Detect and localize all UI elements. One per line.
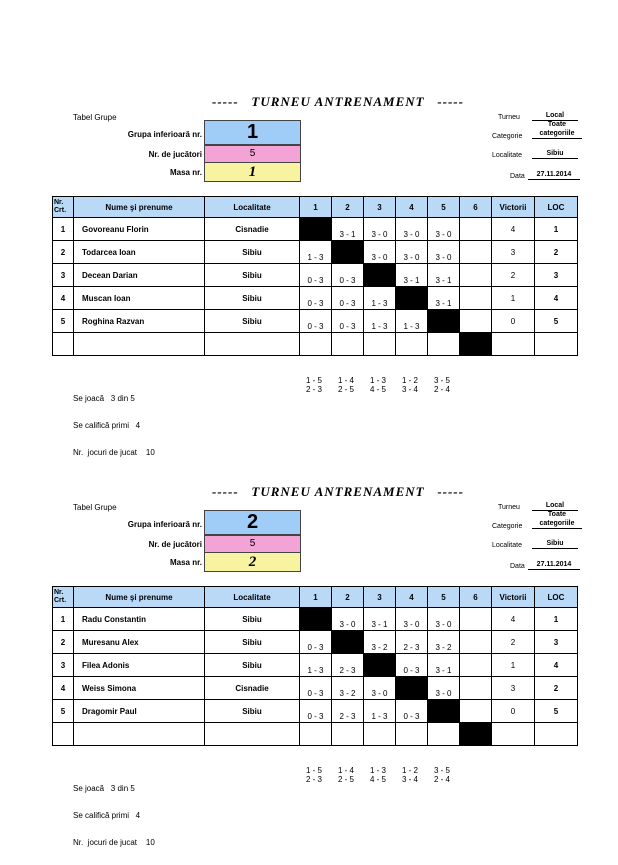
row-number: 1 [53, 608, 74, 631]
column-header: Localitate [205, 587, 300, 608]
score-cell: 3 - 0 [364, 241, 396, 264]
score-cell: 3 - 2 [428, 631, 460, 654]
table-row [53, 333, 578, 356]
self-match-cell [396, 287, 428, 310]
final-place: 5 [535, 310, 578, 333]
score-cell [364, 723, 396, 746]
rule-line: Se califică primi 4 [73, 421, 141, 430]
score-cell: 0 - 3 [300, 264, 332, 287]
column-header: 5 [428, 587, 460, 608]
wins-count: 1 [492, 654, 535, 677]
row-number: 2 [53, 631, 74, 654]
player-locality [205, 723, 300, 746]
players-count: 5 [204, 145, 301, 163]
score-cell: 1 - 3 [300, 654, 332, 677]
self-match-cell [364, 654, 396, 677]
players-count: 5 [204, 535, 301, 553]
match-pair: 1 - 4 [338, 766, 355, 775]
table-row [53, 654, 578, 677]
final-place: 4 [535, 287, 578, 310]
wins-count: 4 [492, 218, 535, 241]
wins-count: 2 [492, 264, 535, 287]
match-pair: 3 - 5 [434, 376, 451, 385]
wins-count: 4 [492, 608, 535, 631]
player-locality: Sibiu [205, 631, 300, 654]
data-value: 27.11.2014 [528, 171, 580, 180]
score-cell: 3 - 1 [428, 264, 460, 287]
match-pair-column [402, 766, 418, 784]
categorie-value: Toate categoriile [532, 508, 582, 529]
score-cell: 3 - 0 [396, 608, 428, 631]
final-place: 3 [535, 631, 578, 654]
match-pair-column [306, 766, 322, 784]
score-cell [364, 333, 396, 356]
score-cell: 2 - 3 [332, 654, 364, 677]
score-cell [460, 310, 492, 333]
match-pair: 4 - 5 [370, 775, 387, 784]
match-pair: 1 - 2 [402, 766, 419, 775]
row-number [53, 723, 74, 746]
turneu-label: Turneu [498, 114, 520, 121]
column-header: 1 [300, 197, 332, 218]
final-place: 4 [535, 654, 578, 677]
turneu-value: Local [532, 112, 578, 121]
row-number: 4 [53, 287, 74, 310]
player-locality: Sibiu [205, 264, 300, 287]
final-place: 3 [535, 264, 578, 287]
localitate-value: Sibiu [532, 150, 578, 159]
player-locality: Sibiu [205, 700, 300, 723]
score-cell: 3 - 0 [428, 677, 460, 700]
table-number: 1 [204, 162, 301, 182]
score-cell: 3 - 0 [364, 677, 396, 700]
rule-line: Nr. jocuri de jucat 10 [73, 448, 155, 457]
table-row [53, 218, 578, 241]
score-cell: 0 - 3 [332, 264, 364, 287]
column-header: Nume şi prenume [74, 197, 205, 218]
player-name: Radu Constantin [74, 608, 205, 631]
self-match-cell [332, 241, 364, 264]
column-header: 3 [364, 197, 396, 218]
row-number: 5 [53, 310, 74, 333]
categorie-value: Toate categoriile [532, 118, 582, 139]
score-cell: 3 - 0 [396, 218, 428, 241]
score-cell: 3 - 1 [428, 654, 460, 677]
row-number: 3 [53, 264, 74, 287]
player-locality: Cisnadie [205, 218, 300, 241]
score-cell: 0 - 3 [332, 310, 364, 333]
table-header-row [53, 197, 578, 218]
group-number: 2 [204, 510, 301, 535]
player-name: Govoreanu Florin [74, 218, 205, 241]
rules-footer [73, 766, 155, 865]
table-header-row [53, 587, 578, 608]
table-number: 2 [204, 552, 301, 572]
player-name: Todarcea Ioan [74, 241, 205, 264]
players-label: Nr. de jucători [148, 150, 202, 159]
player-name: Dragomir Paul [74, 700, 205, 723]
player-name: Muscan Ioan [74, 287, 205, 310]
table-row [53, 310, 578, 333]
score-cell: 0 - 3 [396, 700, 428, 723]
final-place: 2 [535, 241, 578, 264]
score-cell [460, 287, 492, 310]
column-header: 2 [332, 587, 364, 608]
wins-count: 0 [492, 310, 535, 333]
self-match-cell [364, 264, 396, 287]
categorie-label: Categorie [492, 133, 523, 140]
results-table [52, 586, 578, 746]
column-header: 3 [364, 587, 396, 608]
categorie-label: Categorie [492, 523, 523, 530]
score-cell: 2 - 3 [332, 700, 364, 723]
score-cell [428, 723, 460, 746]
table-row [53, 241, 578, 264]
score-cell [460, 654, 492, 677]
rule-line: Se joacă 3 din 5 [73, 394, 135, 403]
score-cell: 3 - 2 [332, 677, 364, 700]
match-pair: 2 - 4 [434, 775, 451, 784]
score-cell: 3 - 1 [428, 287, 460, 310]
table-row [53, 700, 578, 723]
score-cell [428, 333, 460, 356]
score-cell: 0 - 3 [300, 677, 332, 700]
score-cell [460, 700, 492, 723]
player-locality: Sibiu [205, 287, 300, 310]
table-label: Masa nr. [169, 558, 202, 567]
score-cell [460, 264, 492, 287]
player-locality: Sibiu [205, 241, 300, 264]
player-locality: Sibiu [205, 310, 300, 333]
score-cell: 0 - 3 [300, 700, 332, 723]
column-header: 6 [460, 197, 492, 218]
player-name: Weiss Simona [74, 677, 205, 700]
results-table [52, 196, 578, 356]
group-number: 1 [204, 120, 301, 145]
self-match-cell [300, 218, 332, 241]
table-row [53, 264, 578, 287]
score-cell: 3 - 0 [428, 608, 460, 631]
localitate-label: Localitate [492, 152, 522, 159]
player-locality [205, 333, 300, 356]
group-sheet [0, 390, 618, 847]
score-cell: 3 - 1 [332, 218, 364, 241]
column-header: 6 [460, 587, 492, 608]
row-number: 3 [53, 654, 74, 677]
score-cell: 3 - 2 [364, 631, 396, 654]
rule-line: Se califică primi 4 [73, 811, 141, 820]
score-cell: 3 - 1 [396, 264, 428, 287]
score-cell: 0 - 3 [332, 287, 364, 310]
score-cell: 1 - 3 [364, 287, 396, 310]
data-label: Data [510, 173, 525, 180]
wins-count: 1 [492, 287, 535, 310]
table-label: Masa nr. [169, 168, 202, 177]
player-locality: Sibiu [205, 608, 300, 631]
score-cell [460, 608, 492, 631]
turneu-value: Local [532, 502, 578, 511]
score-cell [396, 723, 428, 746]
score-cell: 3 - 0 [428, 241, 460, 264]
tabel-grupe-label: Tabel Grupe [73, 503, 117, 512]
turneu-label: Turneu [498, 504, 520, 511]
row-number [53, 333, 74, 356]
sheet-title: ----- TURNEU ANTRENAMENT ----- [212, 94, 464, 109]
wins-count: 2 [492, 631, 535, 654]
self-match-cell [428, 700, 460, 723]
match-pair: 3 - 4 [402, 775, 419, 784]
final-place [535, 723, 578, 746]
match-pair: 2 - 4 [434, 385, 451, 394]
table-row [53, 608, 578, 631]
match-pair: 1 - 5 [306, 766, 323, 775]
column-header: Nr. Crt. [53, 197, 74, 218]
match-pair: 1 - 2 [402, 376, 419, 385]
wins-count: 3 [492, 677, 535, 700]
group-label: Grupa inferioară nr. [127, 130, 202, 139]
row-number: 2 [53, 241, 74, 264]
match-pair: 2 - 3 [306, 775, 323, 784]
match-pair: 1 - 3 [370, 376, 387, 385]
score-cell [460, 218, 492, 241]
table-row [53, 723, 578, 746]
self-match-cell [428, 310, 460, 333]
score-cell: 0 - 3 [300, 287, 332, 310]
score-cell [300, 333, 332, 356]
table-row [53, 287, 578, 310]
column-header: 5 [428, 197, 460, 218]
data-label: Data [510, 563, 525, 570]
column-header: Nr. Crt. [53, 587, 74, 608]
wins-count: 0 [492, 700, 535, 723]
player-name: Roghina Razvan [74, 310, 205, 333]
score-cell: 0 - 3 [300, 310, 332, 333]
match-pair-column [370, 766, 386, 784]
self-match-cell [332, 631, 364, 654]
wins-count [492, 333, 535, 356]
score-cell [460, 241, 492, 264]
match-pair: 2 - 5 [338, 775, 355, 784]
score-cell: 3 - 0 [364, 218, 396, 241]
column-header: 2 [332, 197, 364, 218]
row-number: 1 [53, 218, 74, 241]
localitate-value: Sibiu [532, 540, 578, 549]
score-cell: 3 - 0 [396, 241, 428, 264]
match-pair: 4 - 5 [370, 385, 387, 394]
player-name: Muresanu Alex [74, 631, 205, 654]
column-header: 4 [396, 587, 428, 608]
match-pair: 2 - 3 [306, 385, 323, 394]
table-row [53, 677, 578, 700]
score-cell: 3 - 1 [364, 608, 396, 631]
match-pair: 3 - 4 [402, 385, 419, 394]
tabel-grupe-label: Tabel Grupe [73, 113, 117, 122]
group-label: Grupa inferioară nr. [127, 520, 202, 529]
row-number: 5 [53, 700, 74, 723]
data-value: 27.11.2014 [528, 561, 580, 570]
score-cell: 1 - 3 [300, 241, 332, 264]
self-match-cell [460, 723, 492, 746]
match-pair: 2 - 5 [338, 385, 355, 394]
match-pair-column [338, 766, 354, 784]
column-header: Victorii [492, 587, 535, 608]
column-header: 4 [396, 197, 428, 218]
score-cell: 0 - 3 [396, 654, 428, 677]
score-cell [332, 333, 364, 356]
column-header: Victorii [492, 197, 535, 218]
score-cell [332, 723, 364, 746]
self-match-cell [396, 677, 428, 700]
sheet-title: ----- TURNEU ANTRENAMENT ----- [212, 484, 464, 499]
score-cell: 3 - 0 [428, 218, 460, 241]
match-pair: 1 - 4 [338, 376, 355, 385]
score-cell: 1 - 3 [364, 310, 396, 333]
table-row [53, 631, 578, 654]
localitate-label: Localitate [492, 542, 522, 549]
final-place: 5 [535, 700, 578, 723]
column-header: Localitate [205, 197, 300, 218]
score-cell [460, 631, 492, 654]
score-cell [300, 723, 332, 746]
final-place: 2 [535, 677, 578, 700]
score-cell [460, 677, 492, 700]
player-name: Filea Adonis [74, 654, 205, 677]
wins-count: 3 [492, 241, 535, 264]
final-place: 1 [535, 608, 578, 631]
column-header: LOC [535, 197, 578, 218]
rule-line: Nr. jocuri de jucat 10 [73, 838, 155, 847]
column-header: LOC [535, 587, 578, 608]
player-name [74, 333, 205, 356]
rule-line: Se joacă 3 din 5 [73, 784, 135, 793]
column-header: 1 [300, 587, 332, 608]
score-cell [396, 333, 428, 356]
player-locality: Sibiu [205, 654, 300, 677]
score-cell: 1 - 3 [396, 310, 428, 333]
match-pair-column [434, 766, 450, 784]
player-name [74, 723, 205, 746]
match-pair: 1 - 3 [370, 766, 387, 775]
player-name: Decean Darian [74, 264, 205, 287]
player-locality: Cisnadie [205, 677, 300, 700]
match-pair: 3 - 5 [434, 766, 451, 775]
self-match-cell [300, 608, 332, 631]
column-header: Nume şi prenume [74, 587, 205, 608]
score-cell: 3 - 0 [332, 608, 364, 631]
score-cell: 1 - 3 [364, 700, 396, 723]
self-match-cell [460, 333, 492, 356]
row-number: 4 [53, 677, 74, 700]
match-pair: 1 - 5 [306, 376, 323, 385]
players-label: Nr. de jucători [148, 540, 202, 549]
score-cell: 0 - 3 [300, 631, 332, 654]
final-place [535, 333, 578, 356]
wins-count [492, 723, 535, 746]
final-place: 1 [535, 218, 578, 241]
score-cell: 2 - 3 [396, 631, 428, 654]
